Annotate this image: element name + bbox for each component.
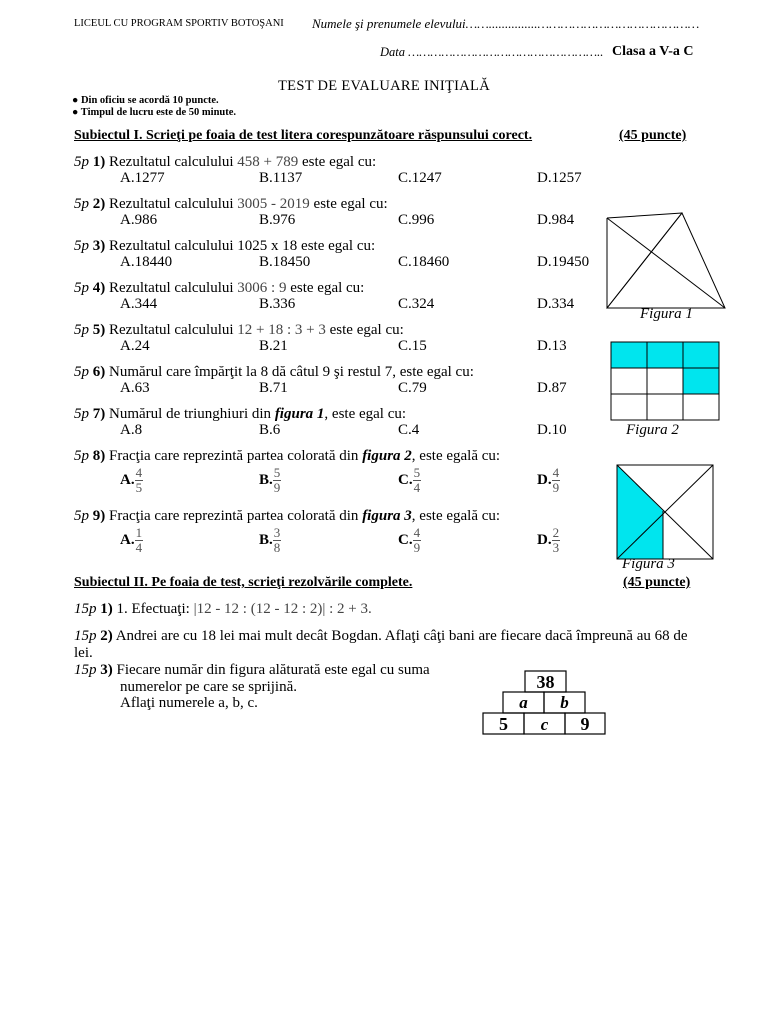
question-text: Rezultatul calculului 1025 x 18 [109, 238, 298, 254]
question-text-end: , este egal cu: [324, 406, 407, 422]
class-label: Clasa a V-a C [612, 44, 694, 59]
problem-points: 15p [74, 628, 97, 644]
question-number: 8) [92, 448, 106, 464]
section-2-title: Subiectul II. Pe foaia de test, scrieţi rezolvările complete. [74, 575, 413, 590]
pyramid-mid-a: a [519, 693, 528, 712]
numerator: 5 [413, 465, 421, 480]
numerator: 3 [273, 525, 281, 540]
option-b [259, 526, 281, 555]
question-text: Rezultatul calculului [109, 154, 234, 170]
question-number: 7) [92, 406, 106, 422]
option-b: B.18450 [259, 254, 311, 270]
denominator: 9 [413, 540, 421, 555]
question-points: 5p [74, 196, 89, 212]
question-text: Numărul care împărţit la 8 dă câtul 9 şi restul 7, este egal cu: [109, 364, 474, 380]
question-text: Rezultatul calculului [109, 280, 234, 296]
question-4 [74, 280, 364, 297]
option-b: B.1137 [259, 170, 303, 186]
option-b: B.6 [259, 422, 281, 438]
option-d: D.87 [537, 380, 567, 396]
question-number: 5) [92, 322, 106, 338]
question-1 [74, 154, 376, 171]
pyramid-bottom-right: 9 [580, 714, 590, 734]
figure-3-label: Figura 3 [622, 556, 675, 572]
denominator: 4 [135, 540, 143, 555]
option-letter: B. [259, 531, 273, 548]
problem-2-continued: lei. [74, 645, 93, 661]
option-c: C.15 [398, 338, 427, 354]
denominator: 9 [273, 480, 281, 495]
denominator: 8 [273, 540, 281, 555]
question-text-end: este egal cu: [313, 196, 388, 212]
fraction [413, 526, 422, 555]
option-d: D.19450 [537, 254, 590, 270]
question-expression: 12 + 18 : 3 + 3 [237, 322, 326, 338]
problem-number: 3) [100, 662, 113, 678]
date-field: Data …………………………………………….. [380, 45, 604, 59]
problem-text: 1. Efectuaţi: [116, 601, 190, 617]
numerator: 4 [135, 465, 143, 480]
option-d: D.10 [537, 422, 567, 438]
option-d [537, 466, 560, 495]
test-title: TEST DE EVALUARE INIŢIALĂ [278, 78, 490, 94]
option-a [120, 466, 143, 495]
question-2 [74, 196, 388, 213]
question-7 [74, 406, 406, 423]
question-text-end: , este egală cu: [411, 508, 501, 524]
option-a: A.344 [120, 296, 158, 312]
problem-3-line-2: numerelor pe care se sprijină. [120, 679, 298, 695]
option-a: A.18440 [120, 254, 173, 270]
option-letter: A. [120, 531, 135, 548]
student-name-field: Numele şi prenumele elevului……...............…………………………………… [312, 16, 700, 31]
option-c: C.1247 [398, 170, 442, 186]
problem-points: 15p [74, 662, 97, 678]
problem-number: 2) [100, 628, 113, 644]
option-b: B.336 [259, 296, 296, 312]
question-5 [74, 322, 404, 339]
figure-reference: figura 1 [274, 406, 325, 422]
section-2-points: (45 puncte) [623, 575, 691, 590]
option-d: D.1257 [537, 170, 582, 186]
problem-3 [74, 662, 430, 679]
figure-reference: figura 3 [362, 508, 412, 524]
option-c: C.324 [398, 296, 435, 312]
question-number: 9) [92, 508, 106, 524]
question-text-end: este egal cu: [301, 238, 376, 254]
pyramid-top-value: 38 [536, 672, 555, 692]
question-points: 5p [74, 364, 89, 380]
option-letter: C. [398, 471, 413, 488]
fraction [273, 526, 282, 555]
problem-1 [74, 601, 372, 618]
option-c: C.18460 [398, 254, 450, 270]
question-3 [74, 238, 375, 255]
question-points: 5p [74, 238, 89, 254]
question-points: 5p [74, 280, 89, 296]
problem-points: 15p [74, 601, 97, 617]
question-points: 5p [74, 322, 89, 338]
option-letter: C. [398, 531, 413, 548]
numerator: 4 [413, 525, 421, 540]
figure-2-label: Figura 2 [626, 422, 679, 438]
note-1: ● Din oficiu se acordă 10 puncte. [72, 95, 219, 106]
option-b: B.21 [259, 338, 288, 354]
pyramid-mid-b: b [560, 693, 569, 712]
option-letter: D. [537, 531, 552, 548]
fraction [413, 466, 422, 495]
denominator: 4 [413, 480, 421, 495]
numerator: 1 [135, 525, 143, 540]
option-a: A.63 [120, 380, 150, 396]
fraction [135, 466, 144, 495]
section-1-points: (45 puncte) [619, 128, 687, 143]
option-a: A.986 [120, 212, 158, 228]
figure-reference: figura 2 [362, 448, 412, 464]
note-2: ● Timpul de lucru este de 50 minute. [72, 107, 237, 118]
denominator: 5 [135, 480, 143, 495]
figure-2-drawing [610, 341, 720, 421]
denominator: 3 [552, 540, 560, 555]
question-text-end: este egal cu: [302, 154, 377, 170]
question-text-end: este egal cu: [290, 280, 365, 296]
option-c [398, 526, 421, 555]
question-expression: 3005 - 2019 [237, 196, 310, 212]
option-c: C.4 [398, 422, 420, 438]
number-pyramid [482, 670, 606, 736]
option-a: A.1277 [120, 170, 165, 186]
option-c [398, 466, 421, 495]
question-number: 2) [92, 196, 106, 212]
question-text: Numărul de triunghiuri din [109, 406, 272, 422]
option-d: D.13 [537, 338, 567, 354]
numerator: 4 [552, 465, 560, 480]
problem-2 [74, 628, 688, 645]
question-text-end: , este egală cu: [411, 448, 501, 464]
problem-text: Fiecare număr din figura alăturată este egal cu suma [116, 662, 430, 678]
problem-expression: |12 - 12 : (12 - 12 : 2)| : 2 + 3. [193, 601, 372, 617]
option-d [537, 526, 560, 555]
fraction [273, 466, 282, 495]
numerator: 2 [552, 525, 560, 540]
figure-3-drawing [616, 464, 714, 560]
option-b [259, 466, 281, 495]
question-number: 3) [92, 238, 106, 254]
fraction [552, 466, 561, 495]
fraction [552, 526, 561, 555]
question-expression: 3006 : 9 [237, 280, 287, 296]
question-expression: 458 + 789 [237, 154, 299, 170]
numerator: 5 [273, 465, 281, 480]
question-points: 5p [74, 508, 89, 524]
option-c: C.996 [398, 212, 435, 228]
question-points: 5p [74, 448, 89, 464]
option-a: A.8 [120, 422, 143, 438]
question-text: Rezultatul calculului [109, 196, 234, 212]
problem-text: Andrei are cu 18 lei mai mult decât Bogdan. Aflaţi câţi bani are fiecare dacă împreună au 68 de [115, 628, 688, 644]
question-text: Fracţia care reprezintă partea colorată din [109, 448, 359, 464]
question-number: 1) [92, 154, 106, 170]
figure-1-drawing [604, 210, 728, 310]
option-a: A.24 [120, 338, 150, 354]
pyramid-bottom-left: 5 [499, 714, 508, 734]
problem-number: 1) [100, 601, 113, 617]
option-d: D.984 [537, 212, 575, 228]
option-d: D.334 [537, 296, 575, 312]
question-9 [74, 508, 500, 525]
question-number: 4) [92, 280, 106, 296]
question-points: 5p [74, 406, 89, 422]
option-b: B.71 [259, 380, 288, 396]
option-c: C.79 [398, 380, 427, 396]
fraction [135, 526, 144, 555]
option-letter: B. [259, 471, 273, 488]
pyramid-bottom-c: c [540, 715, 549, 734]
question-number: 6) [92, 364, 106, 380]
figure-1-label: Figura 1 [640, 306, 693, 322]
option-letter: A. [120, 471, 135, 488]
question-6 [74, 364, 474, 381]
question-8 [74, 448, 500, 465]
school-name: LICEUL CU PROGRAM SPORTIV BOTOŞANI [74, 18, 284, 29]
option-letter: D. [537, 471, 552, 488]
option-a [120, 526, 143, 555]
option-b: B.976 [259, 212, 296, 228]
denominator: 9 [552, 480, 560, 495]
question-text: Fracţia care reprezintă partea colorată din [109, 508, 359, 524]
question-text-end: este egal cu: [329, 322, 404, 338]
question-points: 5p [74, 154, 89, 170]
section-1-title: Subiectul I. Scrieţi pe foaia de test litera corespunzătoare răspunsului corect. [74, 128, 533, 143]
question-text: Rezultatul calculului [109, 322, 234, 338]
problem-3-line-3: Aflaţi numerele a, b, c. [120, 695, 258, 711]
